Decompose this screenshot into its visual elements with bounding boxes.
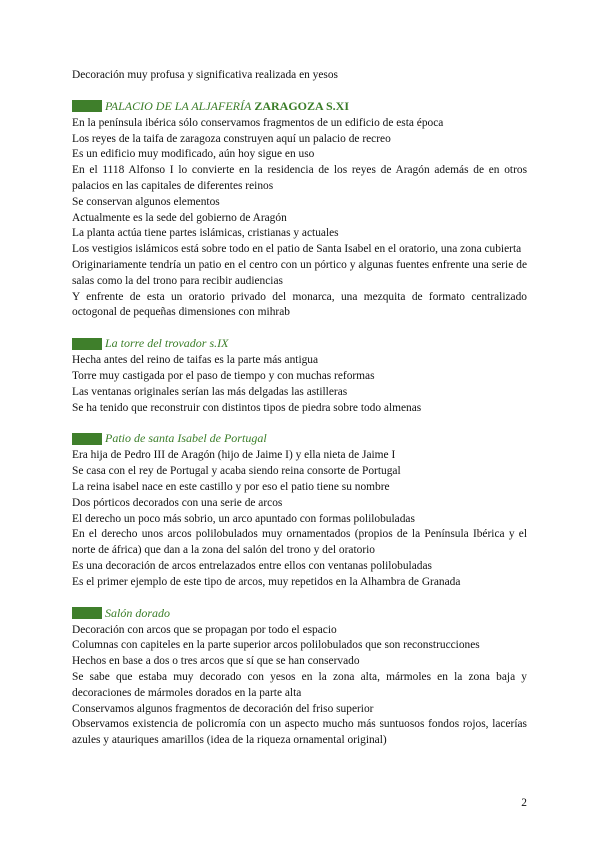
paragraph: Era hija de Pedro III de Aragón (hijo de Jaime I) y ella nieta de Jaime I bbox=[72, 449, 396, 462]
paragraph: Es una decoración de arcos entrelazados entre ellos con ventanas polilobuladas bbox=[72, 559, 432, 572]
paragraph: Dos pórticos decorados con una serie de arcos bbox=[72, 496, 283, 509]
section-heading-aljaferia bbox=[72, 99, 527, 114]
section-title: La torre del trovador s.IX bbox=[105, 336, 229, 351]
paragraph: Y enfrente de esta un oratorio privado del monarca, una mezquita de formato centralizado octogonal de pequeñas dimensiones con mihrab bbox=[72, 290, 527, 319]
page-number: 2 bbox=[521, 797, 527, 809]
paragraph: Se sabe que estaba muy decorado con yesos en la zona alta, mármoles en la zona baja y decoraciones de mármoles dorados en la parte alta bbox=[72, 670, 527, 699]
paragraph: Hechos en base a dos o tres arcos que sí que se han conservado bbox=[72, 655, 360, 668]
section-title: Salón dorado bbox=[105, 605, 171, 620]
paragraph: Es un edificio muy modificado, aún hoy sigue en uso bbox=[72, 148, 315, 161]
paragraph: Es el primer ejemplo de este tipo de arcos, muy repetidos en la Alhambra de Granada bbox=[72, 575, 461, 588]
document-body bbox=[72, 68, 527, 749]
section-heading-torre bbox=[72, 336, 527, 351]
paragraph: Se ha tenido que reconstruir con distintos tipos de piedra sobre todo almenas bbox=[72, 401, 422, 414]
section-title: PALACIO DE LA ALJAFERÍA bbox=[105, 98, 252, 113]
heading-highlight-bar bbox=[72, 607, 102, 619]
paragraph: En el 1118 Alfonso I lo convierte en la residencia de los reyes de Aragón además de en otros palacios en las capitales de diferentes reinos bbox=[72, 164, 527, 192]
paragraph: Decoración con arcos que se propagan por todo el espacio bbox=[72, 623, 337, 636]
paragraph: Las ventanas originales serían las más delgadas las astilleras bbox=[72, 385, 348, 398]
paragraph: En la península ibérica sólo conservamos fragmentos de un edificio de esta época bbox=[72, 116, 444, 129]
section-title-bold: ZARAGOZA S.XI bbox=[254, 98, 350, 113]
paragraph: Los vestigios islámicos está sobre todo en el patio de Santa Isabel en el oratorio, una zona cubierta bbox=[72, 243, 522, 256]
heading-highlight-bar bbox=[72, 100, 102, 112]
paragraph: Torre muy castigada por el paso de tiempo y con muchas reformas bbox=[72, 369, 375, 382]
paragraph: Conservamos algunos fragmentos de decoración del friso superior bbox=[72, 702, 374, 715]
paragraph: Se conservan algunos elementos bbox=[72, 195, 220, 208]
paragraph: La reina isabel nace en este castillo y por eso el patio tiene su nombre bbox=[72, 480, 390, 493]
paragraph: La planta actúa tiene partes islámicas, cristianas y actuales bbox=[72, 227, 339, 240]
paragraph: Se casa con el rey de Portugal y acaba siendo reina consorte de Portugal bbox=[72, 465, 401, 478]
paragraph: Hecha antes del reino de taifas es la parte más antigua bbox=[72, 354, 319, 367]
heading-highlight-bar bbox=[72, 338, 102, 350]
paragraph: Originariamente tendría un patio en el centro con un pórtico y algunas fuentes enfrente una serie de salas como la del trono para recibir audiencias bbox=[72, 258, 527, 287]
section-heading-patio bbox=[72, 431, 527, 446]
paragraph: Columnas con capiteles en la parte superior arcos polilobulados que son reconstrucciones bbox=[72, 639, 480, 652]
paragraph: Actualmente es la sede del gobierno de Aragón bbox=[72, 211, 287, 224]
section-heading-salon bbox=[72, 606, 527, 621]
paragraph: Los reyes de la taifa de zaragoza construyen aquí un palacio de recreo bbox=[72, 132, 391, 145]
heading-highlight-bar bbox=[72, 433, 102, 445]
paragraph: En el derecho unos arcos polilobulados muy ornamentados (propios de la Península Ibérica y el norte de áfrica) que dan a la zona del salón del trono y del oratorio bbox=[72, 528, 527, 557]
paragraph: Observamos existencia de policromía con un aspecto mucho más suntuosos fondos rojos, lacerías azules y atauriques amarillos (idea de la riqueza ornamental original) bbox=[72, 718, 527, 747]
paragraph: El derecho un poco más sobrio, un arco apuntado con formas polilobuladas bbox=[72, 512, 415, 525]
intro-line: Decoración muy profusa y significativa realizada en yesos bbox=[72, 69, 338, 81]
section-title: Patio de santa Isabel de Portugal bbox=[105, 431, 267, 446]
